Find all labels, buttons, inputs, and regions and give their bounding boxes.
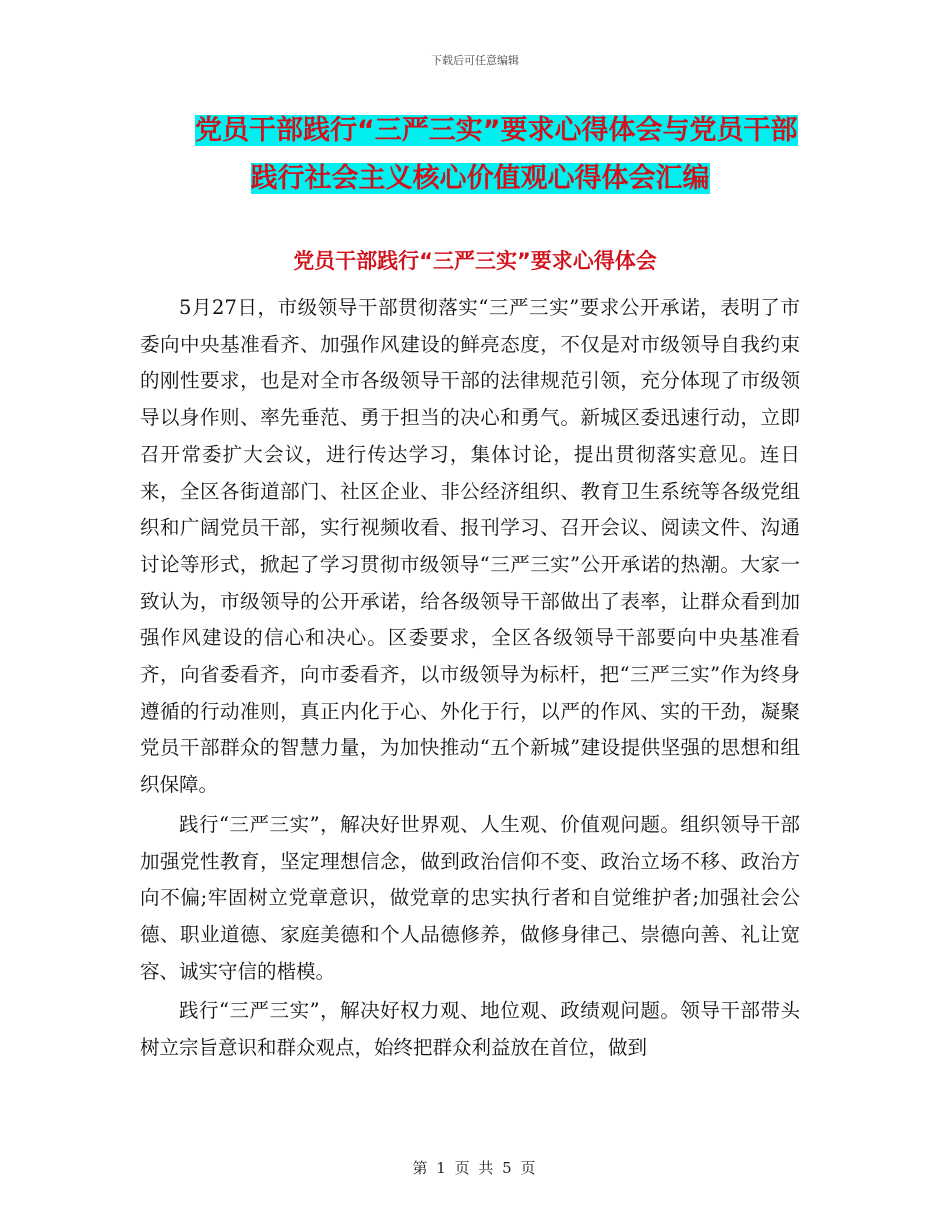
page-footer: 第 1 页 共 5 页 xyxy=(412,1159,538,1177)
title-line-2: 践行社会主义核心价值观心得体会汇编 xyxy=(250,163,710,194)
section-title: 党员干部践行“三严三实”要求心得体会 xyxy=(293,249,657,273)
document-title xyxy=(140,108,820,202)
paragraph-1: 5月27日，市级领导干部贯彻落实“三严三实”要求公开承诺，表明了市委向中央基准看齐、加强作风建设的鲜亮态度，不仅是对市级领导自我约束的刚性要求，也是对全市各级领导干部的法律规范引领，充分体现了市级领导以身作则、率先垂范、勇于担当的决心和勇气。新城区委迅速行动，立即召开常委扩大会议，进行传达学习，集体讨论，提出贯彻落实意见。连日来，全区各街道部门、社区企业、非公经济组织、教育卫生系统等各级党组织和广阔党员干部，实行视频收看、报刊学习、召开会议、阅读文件、沟通讨论等形式，掀起了学习贯彻市级领导“三严三实”公开承诺的热潮。大家一致认为，市级领导的公开承诺，给各级领导干部做出了表率，让群众看到加强作风建设的信心和决心。区委要求，全区各级领导干部要向中央基准看齐，向省委看齐，向市委看齐，以市级领导为标杆，把“三严三实”作为终身遵循的行动准则，真正内化于心、外化于行，以严的作风、实的干劲，凝聚党员干部群众的智慧力量，为加快推动“五个新城”建设提供坚强的思想和组织保障。 xyxy=(140,296,800,797)
paragraph-2: 践行“三严三实”，解决好世界观、人生观、价值观问题。组织领导干部加强党性教育，坚定理想信念，做到政治信仰不变、政治立场不移、政治方向不偏;牢固树立党章意识，做党章的忠实执行者和自觉维护者;加强社会公德、职业道德、家庭美德和个人品德修养，做修身律己、崇德向善、礼让宽容、诚实守信的楷模。 xyxy=(140,812,800,983)
title-line-1: 党员干部践行“三严三实”要求心得体会与党员干部 xyxy=(195,115,798,146)
body-text xyxy=(140,290,800,1070)
paragraph-3: 践行“三严三实”，解决好权力观、地位观、政绩观问题。领导干部带头树立宗旨意识和群众观点，始终把群众利益放在首位，做到 xyxy=(140,999,800,1060)
header-note: 下载后可任意编辑 xyxy=(431,54,519,67)
